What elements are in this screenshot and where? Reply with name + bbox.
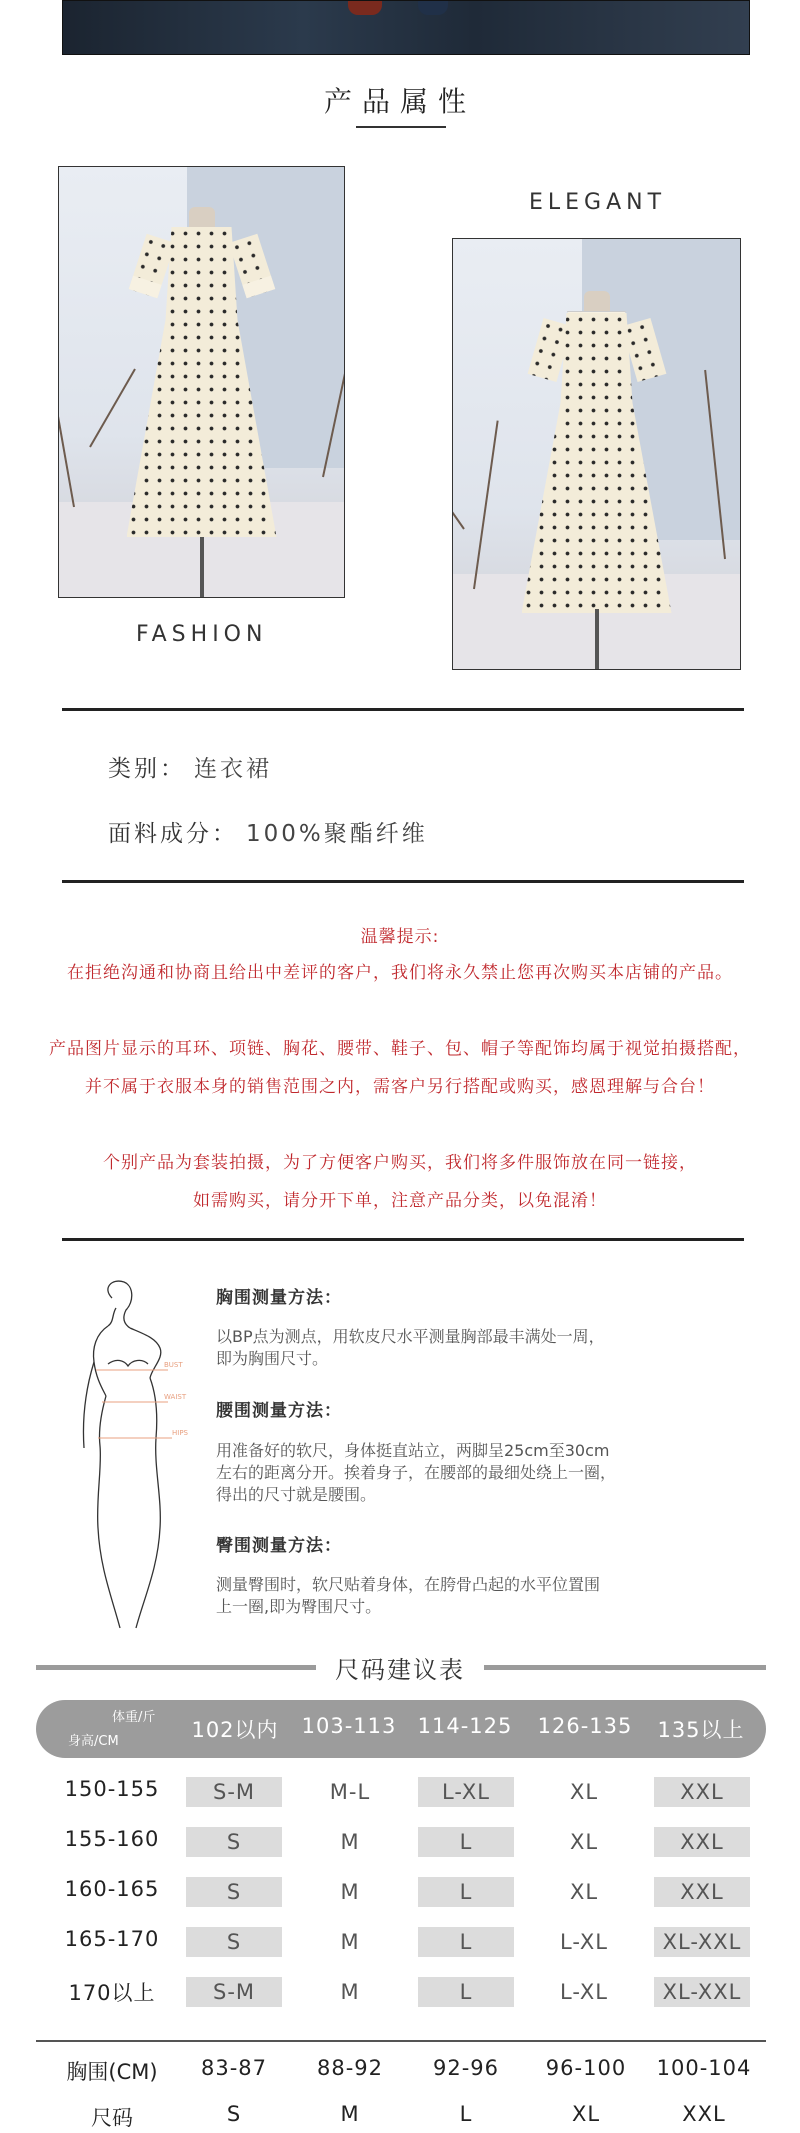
divider	[62, 708, 744, 711]
shoe-image	[348, 1, 382, 15]
waist-label: WAIST	[164, 1393, 187, 1401]
size-cell: XL-XXL	[654, 1927, 750, 1957]
size-cell: S	[186, 1877, 282, 1907]
height-label: 160-165	[64, 1877, 160, 1901]
size-cell: L-XL	[560, 1930, 608, 1954]
size-cell: L	[418, 1977, 514, 2007]
notice-line: 个别产品为套装拍摄，为了方便客户购买，我们将多件服饰放在同一链接，	[103, 1153, 697, 1173]
notice-title: 温馨提示:	[360, 927, 440, 947]
bust-value: 100-104	[656, 2056, 752, 2080]
size-cell: XXL	[654, 1877, 750, 1907]
notice-line: 产品图片显示的耳环、项链、胸花、腰带、鞋子、包、帽子等配饰均属于视觉拍摄搭配，	[49, 1039, 751, 1059]
size-cell: M	[340, 1930, 360, 1954]
size-cell: XXL	[654, 1777, 750, 1807]
weight-header: 103-113	[301, 1714, 397, 1738]
height-label: 170以上	[68, 1981, 156, 2005]
size-row-label: 尺码	[91, 2106, 133, 2130]
size-cell: L	[418, 1877, 514, 1907]
hip-measure-heading: 臀围测量方法：	[216, 1536, 342, 1556]
weight-header: 114-125	[417, 1714, 513, 1738]
bust-value: 83-87	[200, 2056, 268, 2080]
size-cell: M-L	[329, 1780, 371, 1804]
bust-measure-heading: 胸围测量方法：	[216, 1288, 342, 1308]
size-value: XXL	[682, 2102, 726, 2126]
size-value: L	[459, 2102, 473, 2126]
notice-line: 如需购买，请分开下单，注意产品分类，以免混淆！	[193, 1191, 607, 1211]
title-underline	[356, 126, 446, 128]
corner-weight-label: 体重/斤	[112, 1710, 156, 1725]
attribute-value: 连衣裙	[194, 756, 272, 782]
shoe-image	[418, 1, 448, 15]
size-value: M	[340, 2102, 360, 2126]
corner-height-label: 身高/CM	[68, 1734, 119, 1749]
size-cell: L	[418, 1827, 514, 1857]
waist-measure-heading: 腰围测量方法：	[216, 1401, 342, 1421]
bust-value: 92-96	[432, 2056, 500, 2080]
notice-line: 在拒绝沟通和协商且给出中差评的客户，我们将永久禁止您再次购买本店铺的产品。	[67, 963, 733, 983]
top-product-banner	[62, 0, 750, 55]
weight-header: 126-135	[537, 1714, 633, 1738]
size-value: XL	[571, 2102, 601, 2126]
weight-header: 135以上	[657, 1718, 745, 1742]
attribute-fabric	[108, 815, 428, 848]
size-cell: XL	[569, 1880, 599, 1904]
waist-measure-text: 用准备好的软尺，身体挺直站立，两脚呈25cm至30cm 左右的距离分开。挨着身子，在腰部的最细处绕上一圈， 得出的尺寸就是腰围。	[216, 1441, 617, 1504]
hips-label: HIPS	[172, 1429, 188, 1437]
size-cell: M	[340, 1880, 360, 1904]
product-photo-front	[58, 166, 345, 598]
bust-row-label: 胸围(CM)	[66, 2060, 158, 2084]
size-cell: XL	[569, 1780, 599, 1804]
weight-header: 102以内	[191, 1718, 279, 1742]
height-label: 150-155	[64, 1777, 160, 1801]
bust-value: 96-100	[545, 2056, 627, 2080]
photo-caption-fashion: FASHION	[136, 622, 268, 647]
attribute-category	[108, 750, 272, 783]
bust-label: BUST	[164, 1361, 183, 1369]
height-label: 165-170	[64, 1927, 160, 1951]
size-cell: S	[186, 1927, 282, 1957]
attribute-value: 100%聚酯纤维	[246, 821, 428, 847]
photo-caption-elegant: ELEGANT	[529, 190, 667, 215]
size-cell: S-M	[186, 1777, 282, 1807]
bust-value: 88-92	[316, 2056, 384, 2080]
size-cell: S	[186, 1827, 282, 1857]
attribute-label: 面料成分：	[108, 821, 238, 847]
bust-measure-text: 以BP点为测点，用软皮尺水平测量胸部最丰满处一周， 即为胸围尺寸。	[216, 1327, 605, 1368]
section-title: 产品属性	[323, 85, 476, 118]
size-cell: M	[340, 1980, 360, 2004]
size-cell: XL	[569, 1830, 599, 1854]
body-figure-illustration	[72, 1278, 212, 1638]
size-cell: M	[340, 1830, 360, 1854]
divider	[62, 880, 744, 883]
notice-line: 并不属于衣服本身的销售范围之内，需客户另行搭配或购买，感恩理解与合台！	[85, 1077, 715, 1097]
size-cell: L-XL	[418, 1777, 514, 1807]
size-cell: XL-XXL	[654, 1977, 750, 2007]
size-cell: L-XL	[560, 1980, 608, 2004]
attribute-label: 类别：	[108, 756, 186, 782]
size-cell: XXL	[654, 1827, 750, 1857]
size-value: S	[226, 2102, 242, 2126]
height-label: 155-160	[64, 1827, 160, 1851]
size-table-title: 尺码建议表	[335, 1656, 465, 1684]
product-photo-back	[452, 238, 741, 670]
divider	[62, 1238, 744, 1241]
size-cell: L	[418, 1927, 514, 1957]
hip-measure-text: 测量臀围时，软尺贴着身体，在胯骨凸起的水平位置围 上一圈,即为臀围尺寸。	[216, 1575, 601, 1616]
divider	[36, 2040, 766, 2042]
size-cell: S-M	[186, 1977, 282, 2007]
